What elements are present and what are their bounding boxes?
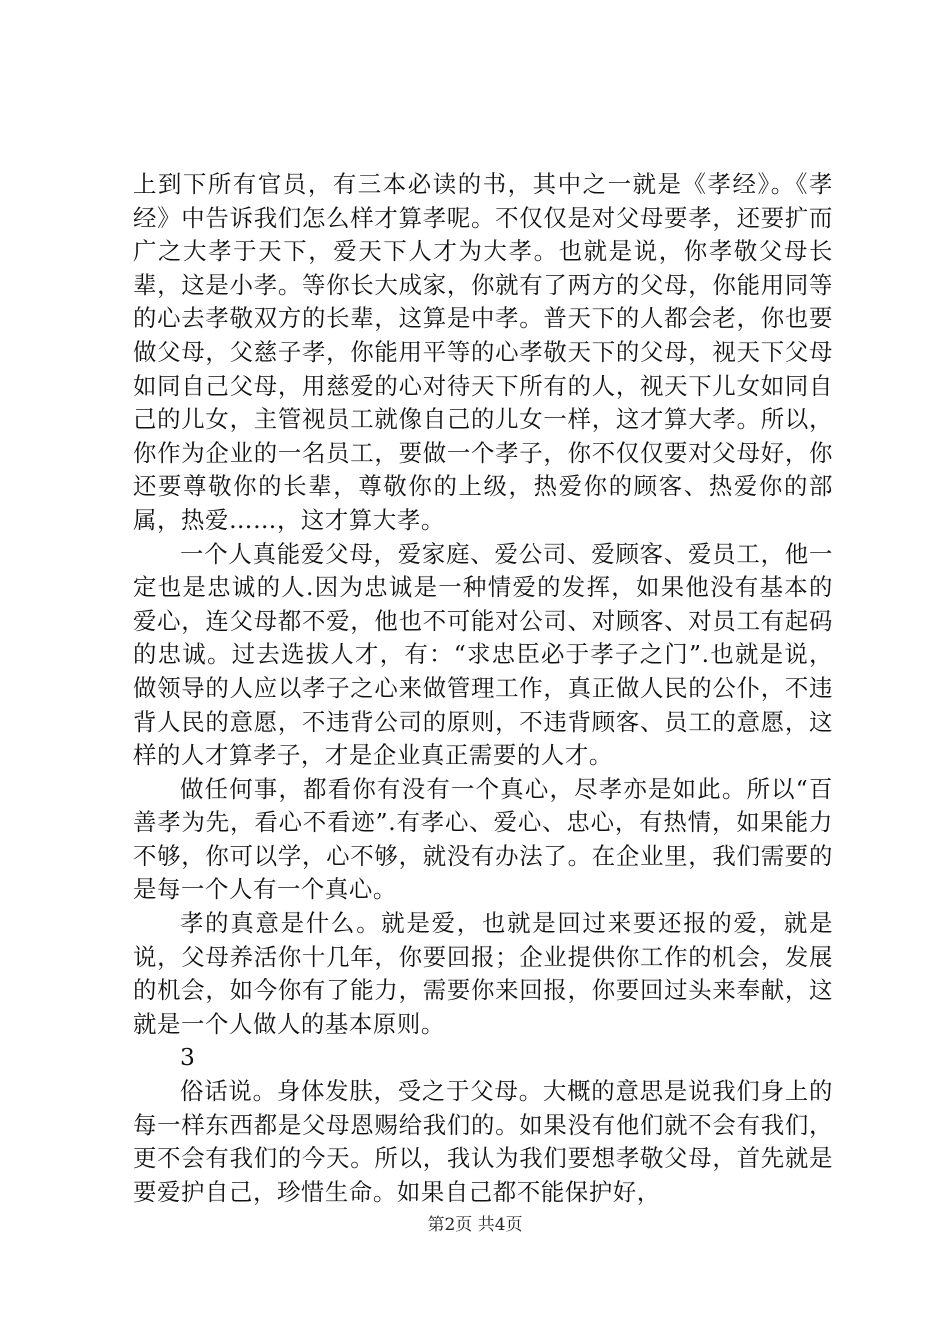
paragraph-1: 上到下所有官员，有三本必读的书，其中之一就是《孝经》。《孝经》中告诉我们怎么样才算孝呢。不仅仅是对父母要孝，还要扩而广之大孝于天下，爱天下人才为大孝。也就是说，你孝敬父母长辈，这是小孝。等你长大成家，你就有了两方的父母，你能用同等的心去孝敬双方的长辈，这算是中孝。普天下的人都会老，你也要做父母，父慈子孝，你能用平等的心孝敬天下的父母，视天下父母如同自己父母，用慈爱的心对待天下所有的人，视天下儿女如同自己的儿女，主管视员工就像自己的儿女一样，这才算大孝。所以，你作为企业的一名员工，要做一个孝子，你不仅仅要对父母好，你还要尊敬你的长辈，尊敬你的上级，热爱你的顾客、热爱你的部属，热爱……，这才算大孝。 <box>133 170 833 534</box>
paragraph-2: 一个人真能爱父母，爱家庭、爱公司、爱顾客、爱员工，他一定也是忠诚的人.因为忠诚是一种情爱的发挥，如果他没有基本的爱心，连父母都不爱，他也不可能对公司、对顾客、对员工有起码的忠诚。过去选拔人才，有：“求忠臣必于孝子之门”.也就是说，做领导的人应以孝子之心来做管理工作，真正做人民的公仆，不违背人民的意愿，不违背公司的原则，不违背顾客、员工的意愿，这样的人才算孝子，才是企业真正需要的人才。 <box>133 539 833 770</box>
section-number: 3 <box>180 1043 196 1072</box>
paragraph-5: 俗话说。身体发肤，受之于父母。大概的意思是说我们身上的每一样东西都是父母恩赐给我们的。如果没有他们就不会有我们，更不会有我们的今天。所以，我认为我们要想孝敬父母，首先就是要爱护自己，珍惜生命。如果自己都不能保护好， <box>133 1077 833 1206</box>
page-footer <box>0 1213 950 1237</box>
paragraph-3: 做任何事，都看你有没有一个真心，尽孝亦是如此。所以“百善孝为先，看心不看迹”.有孝心、爱心、忠心，有热情，如果能力不够，你可以学，心不够，就没有办法了。在企业里，我们需要的是每一个人有一个真心。 <box>133 774 833 904</box>
page-number: 第2页 共4页 <box>427 1215 523 1235</box>
paragraph-4: 孝的真意是什么。就是爱，也就是回过来要还报的爱，就是说，父母养活你十几年，你要回报；企业提供你工作的机会，发展的机会，如今你有了能力，需要你来回报，你要回过头来奉献，这就是一个人做人的基本原则。 <box>133 909 833 1038</box>
document-body <box>133 168 833 1209</box>
